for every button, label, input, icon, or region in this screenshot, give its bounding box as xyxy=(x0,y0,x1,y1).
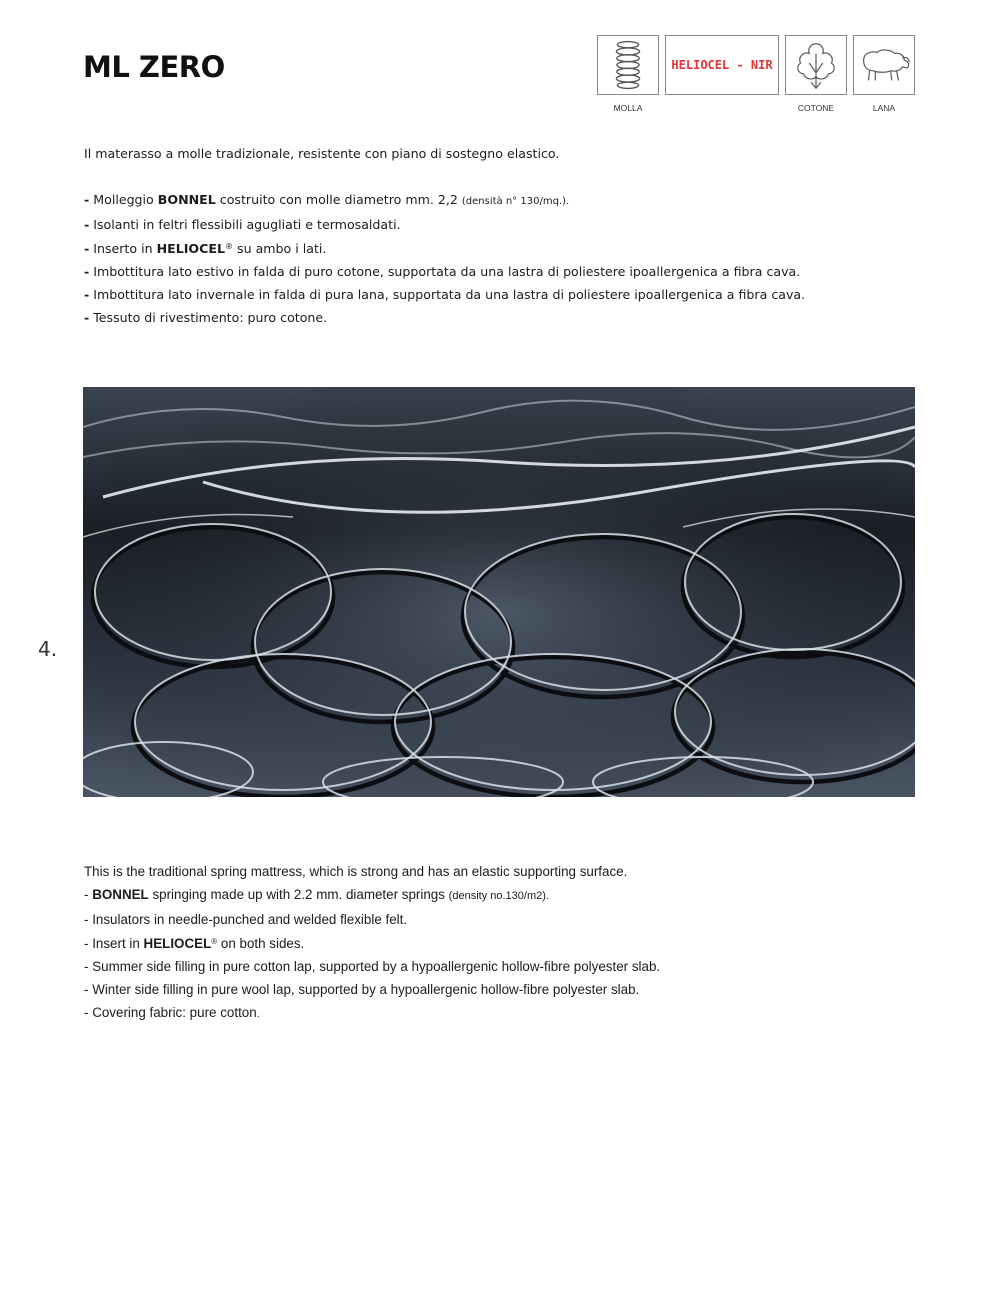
english-item: - BONNEL springing made up with 2.2 mm. diameter springs (density no.130/m2). xyxy=(84,887,549,903)
italian-description xyxy=(84,142,924,329)
heliocel-logo-text: HELIOCEL - NIR xyxy=(671,58,773,72)
english-item: - Insert in HELIOCEL® on both sides. xyxy=(84,935,305,951)
italian-item: - Imbottitura lato estivo in falda di puro cotone, supportata da una lastra di poliestere ipoallergenica a fibra cava. xyxy=(84,263,801,279)
sheep-icon xyxy=(853,35,915,95)
spring-photo xyxy=(83,387,915,797)
icon-label: COTONE xyxy=(797,103,835,113)
italian-item: - Inserto in HELIOCEL® su ambo i lati. xyxy=(84,240,327,256)
english-description xyxy=(84,860,924,1026)
heliocel-logo xyxy=(665,35,779,95)
italian-intro: Il materasso a molle tradizionale, resistente con piano di sostegno elastico. xyxy=(84,146,560,161)
italian-item: - Imbottitura lato invernale in falda di pura lana, supportata da una lastra di poliestere ipoallergenica a fibra cava. xyxy=(84,287,806,303)
english-item: - Winter side filling in pure wool lap, supported by a hypoallergenic hollow-fibre polyester slab. xyxy=(84,982,640,998)
page-number: 4. xyxy=(38,637,58,661)
spring-icon xyxy=(597,35,659,95)
page-title: ML ZERO xyxy=(83,50,225,84)
italian-item: - Molleggio BONNEL costruito con molle diametro mm. 2,2 (densità n° 130/mq.). xyxy=(84,192,570,208)
english-intro: This is the traditional spring mattress, which is strong and has an elastic supporting surface. xyxy=(84,864,628,879)
icon-label: LANA xyxy=(872,103,896,113)
italian-item: - Tessuto di rivestimento: puro cotone. xyxy=(84,310,328,326)
icon-label: MOLLA xyxy=(613,103,643,113)
english-item: - Insulators in needle-punched and welded flexible felt. xyxy=(84,912,408,928)
english-item: - Summer side filling in pure cotton lap, supported by a hypoallergenic hollow-fibre polyester slab. xyxy=(84,958,661,974)
italian-item: - Isolanti in feltri flessibili agugliati e termosaldati. xyxy=(84,217,401,233)
english-item: - Covering fabric: pure cotton. xyxy=(84,1005,260,1021)
material-icons xyxy=(597,35,917,115)
cotton-icon xyxy=(785,35,847,95)
